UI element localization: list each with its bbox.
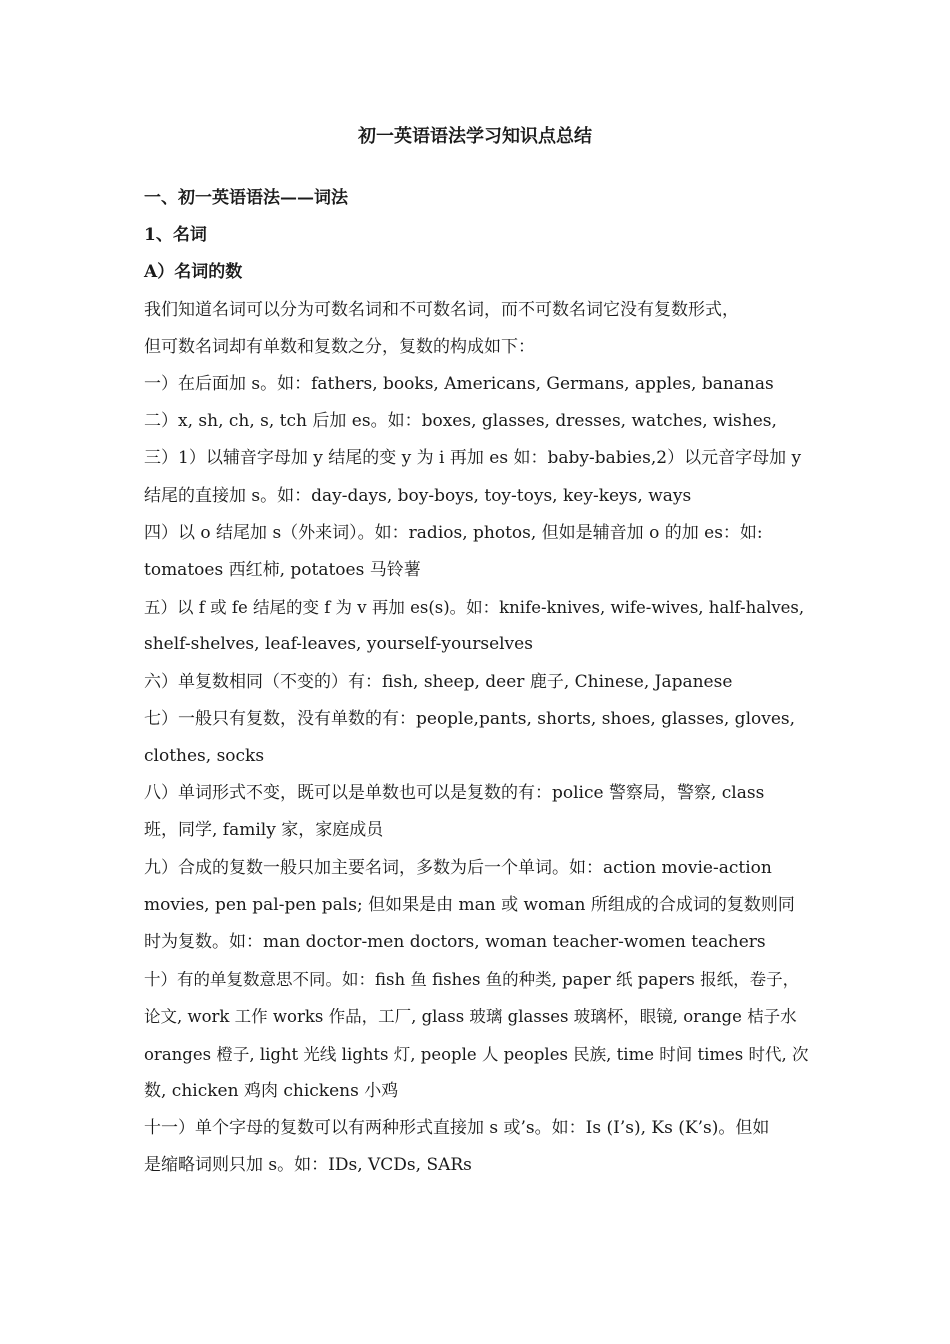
paragraph-line: 五）以 f 或 fe 结尾的变 f 为 v 再加 es(s)。如：knife-knives, wife-wives, half-halves, <box>144 598 805 618</box>
paragraph-line: 七）一般只有复数，没有单数的有：people,pants, shorts, shoes, glasses, gloves, <box>144 708 796 729</box>
section-heading: 一、初一英语语法——词法 <box>144 188 348 208</box>
paragraph-line: 四）以 o 结尾加 s（外来词）。如：radios, photos, 但如是辅音加 o 的加 es：如: <box>144 522 763 543</box>
paragraph-line: 但可数名词却有单数和复数之分，复数的构成如下： <box>144 336 535 357</box>
paragraph-line: oranges 橙子, light 光线 lights 灯, people 人 peoples 民族, time 时间 times 时代, 次 <box>144 1044 809 1064</box>
subsection-heading: 1、名词 <box>144 225 207 246</box>
paragraph-line: tomatoes 西红柿, potatoes 马铃薯 <box>144 560 421 581</box>
paragraph-line: 九）合成的复数一般只加主要名词，多数为后一个单词。如：action movie-action <box>144 857 772 878</box>
paragraph-line: 是缩略词则只加 s。如：IDs, VCDs, SARs <box>144 1155 472 1176</box>
paragraph-line: 二）x, sh, ch, s, tch 后加 es。如：boxes, glasses, dresses, watches, wishes, <box>144 411 777 432</box>
paragraph-line: 三）1）以辅音字母加 y 结尾的变 y 为 i 再加 es 如：baby-babies,2）以元音字母加 y <box>144 448 802 469</box>
paragraph-line: 六）单复数相同（不变的）有：fish, sheep, deer 鹿子, Chinese, Japanese <box>144 671 733 692</box>
paragraph-line: 论文, work 工作 works 作品，工厂, glass 玻璃 glasses 玻璃杯，眼镜, orange 桔子水 <box>144 1007 797 1027</box>
paragraph-line: 一）在后面加 s。如：fathers, books, Americans, Germans, apples, bananas <box>144 374 774 395</box>
paragraph-line: movies, pen pal-pen pals; 但如果是由 man 或 woman 所组成的合成词的复数则同 <box>144 894 795 915</box>
paragraph-line: 数, chicken 鸡肉 chickens 小鸡 <box>144 1080 399 1101</box>
paragraph-line: 十）有的单复数意思不同。如：fish 鱼 fishes 鱼的种类, paper 纸 papers 报纸，卷子， <box>144 970 800 990</box>
paragraph-line: clothes, socks <box>144 746 265 767</box>
paragraph-line: 我们知道名词可以分为可数名词和不可数名词，而不可数名词它没有复数形式， <box>144 299 739 320</box>
paragraph-line: 八）单词形式不变，既可以是单数也可以是复数的有：police 警察局，警察, class <box>144 783 765 804</box>
document-title: 初一英语语法学习知识点总结 <box>358 126 592 147</box>
paragraph-line: 十一）单个字母的复数可以有两种形式直接加 s 或’s。如：Is (I’s), Ks (K’s)。但如 <box>144 1118 770 1139</box>
sub-subsection-heading: A）名词的数 <box>144 262 243 283</box>
paragraph-line: shelf-shelves, leaf-leaves, yourself-yourselves <box>144 634 533 655</box>
document-body <box>144 180 810 1184</box>
paragraph-line: 时为复数。如：man doctor-men doctors, woman teacher-women teachers <box>144 932 766 953</box>
paragraph-line: 结尾的直接加 s。如：day-days, boy-boys, toy-toys, key-keys, ways <box>144 485 692 506</box>
paragraph-line: 班，同学, family 家，家庭成员 <box>144 820 384 841</box>
